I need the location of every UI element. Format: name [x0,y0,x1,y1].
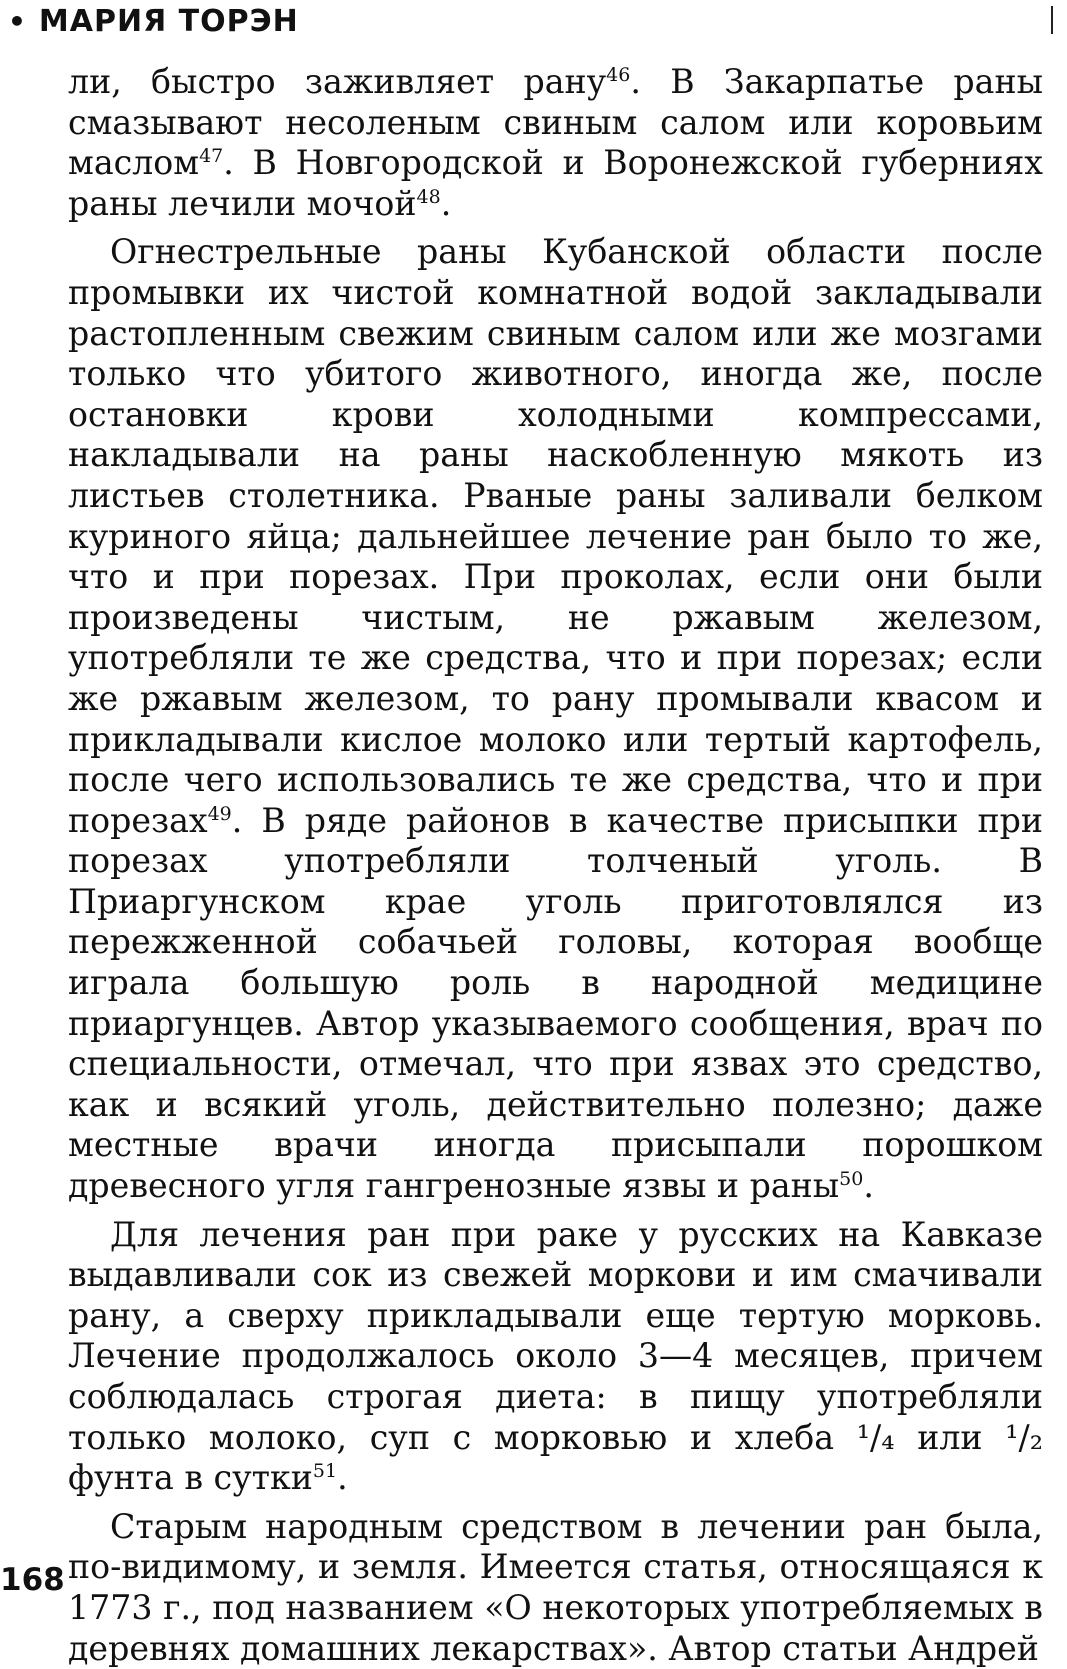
footnote-ref: 49 [207,802,232,825]
text-run: фунта в сутки [68,1458,313,1498]
fraction: ¹/₄ [856,1417,895,1457]
text-run: . В Закарпатье раны смазывают несоленым свиным салом или коровьим маслом [68,62,1043,183]
header-rule-mark [1051,6,1053,34]
text-run: Старым народным средством в лечении ран была, по-видимому, и земля. Имеется статья, относящаяся к 1773 г., под названием «О некоторых употребляемых в деревнях домашних лекарствах». Автор статьи Андрей [68,1506,1043,1668]
text-run: Огнестрельные раны Кубанской области после промывки их чистой комнатной водой закладывали растопленным свежим свиным салом или же мозгами только что убитого животного, иногда же, после остановки крови холодными компрессами, накладывали на раны наскобленную мякоть из листьев столетника. Рваные раны заливали белком куриного яйца; дальнейшее лечение ран было то же, что и при порезах. При проколах, если они были произведены чистым, не ржавым железом, употребляли те же средства, что и при порезах; если же ржавым железом, то рану промывали квасом и прикладывали кислое молоко или тертый картофель, после чего использовались те же средства, что и при порезах [68,232,1043,840]
text-run: Для лечения ран при раке у русских на Кавказе выдавливали сок из свежей моркови и им смачивали рану, а сверху прикладывали еще тертую морковь. Лечение продолжалось около 3—4 месяцев, причем соблюдалась строгая диета: в пищу употребляли только молоко, суп с морковью и хлеба [68,1214,1043,1457]
text-run: . [863,1166,874,1206]
footnote-ref: 50 [839,1167,864,1190]
running-head-bullet: • [8,5,27,38]
text-run: . [337,1458,348,1498]
text-run: или [894,1417,1006,1457]
text-run: . В Новгородской и Воронежской губерниях раны лечили мочой [68,143,1043,223]
footnote-ref: 47 [199,145,224,168]
text-run: ли, быстро заживляет рану [68,62,607,101]
running-head-author: МАРИЯ ТОРЭН [38,4,299,39]
text-run: . [440,183,452,223]
paragraph [68,232,1043,1206]
running-head [8,4,299,39]
footnote-ref: 46 [606,63,631,86]
paragraph [68,1507,1043,1669]
body-text [68,62,1043,1669]
footnote-ref: 51 [312,1460,338,1483]
footnote-ref: 48 [416,185,441,208]
fraction: ¹/₂ [1005,1417,1044,1457]
text-run: . В ряде районов в качестве присыпки при порезах употребляли толченый уголь. В Приаргунском крае уголь приготовлялся из пережженной собачьей головы, которая вообще играла большую роль в народной медицине приаргунцев. Автор указываемого сообщения, врач по специальности, отмечал, что при язвах это средство, как и всякий уголь, действительно полезно; даже местные врачи иногда присыпали порошком древесного угля гангренозные язвы и раны [68,800,1043,1206]
paragraph [68,62,1043,224]
page-number: 168 [0,1562,65,1598]
paragraph [68,1215,1043,1499]
